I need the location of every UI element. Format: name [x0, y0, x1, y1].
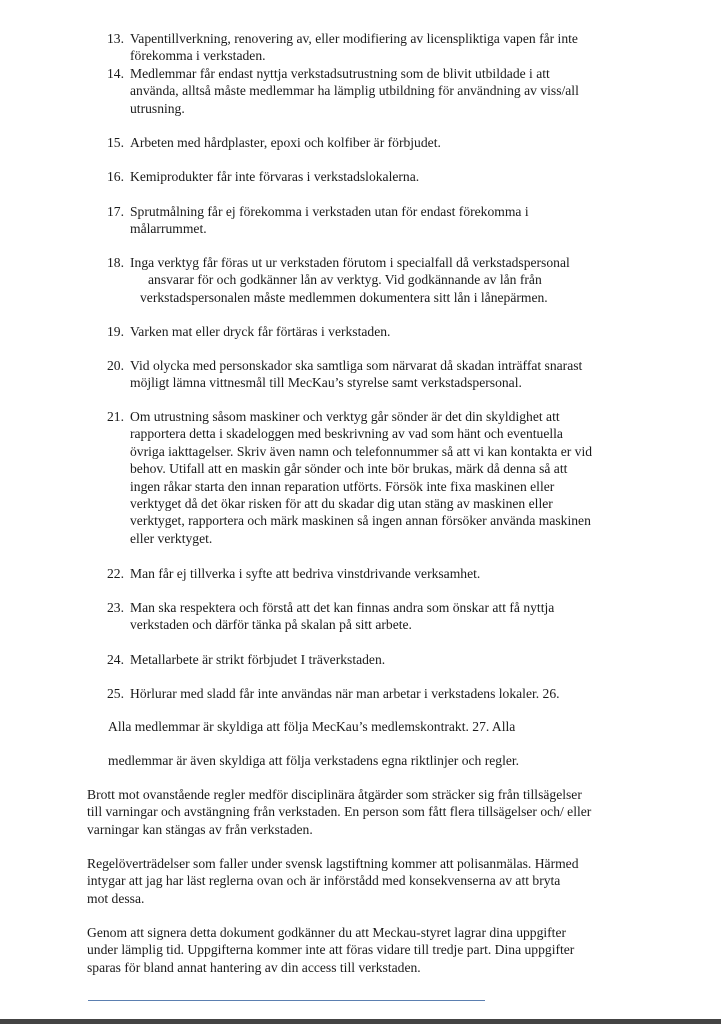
rule-line: verktyget då det ökar risken för att du skadar dig utan stäng av maskinen eller — [130, 496, 553, 512]
paragraph-line: till varningar och avstängning från verkstaden. En person som fått flera tillsägelser och/ eller — [87, 804, 592, 820]
rule-number: 14. — [107, 66, 124, 81]
rule-line: Hörlurar med sladd får inte användas när man arbetar i verkstadens lokaler. 26. — [130, 686, 560, 701]
rule-number: 25. — [107, 686, 124, 701]
rule-line: målarrummet. — [130, 221, 207, 237]
rule-number: 23. — [107, 600, 124, 615]
rule-line: övriga iakttagelser. Skriv även namn och telefonnummer så att vi kan kontakta er vid — [130, 443, 593, 459]
paragraph-line: varningar kan stängas av från verkstaden. — [87, 821, 313, 837]
plain-line: medlemmar är även skyldiga att följa verkstadens egna riktlinjer och regler. — [108, 753, 520, 768]
paragraph-consequences — [87, 786, 647, 838]
paragraph-line: Genom att signera detta dokument godkänner du att Meckau-styret lagrar dina uppgifter — [87, 925, 567, 940]
paragraph-line: mot dessa. — [87, 890, 145, 906]
rule-number: 16. — [107, 169, 124, 184]
paragraph-legal — [87, 855, 647, 907]
rule-number: 15. — [107, 135, 124, 150]
rule-number: 24. — [107, 652, 124, 667]
rule-line: Sprutmålning får ej förekomma i verkstaden utan för endast förekomma i — [130, 204, 529, 219]
rule-line: Inga verktyg får föras ut ur verkstaden förutom i specialfall då verkstadspersonal — [130, 255, 570, 270]
rule-line: Om utrustning såsom maskiner och verktyg går sönder är det din skyldighet att — [130, 409, 560, 424]
rule-number: 17. — [107, 204, 124, 219]
rule-line: förekomma i verkstaden. — [130, 48, 266, 64]
rule-line: eller verktyget. — [130, 530, 213, 546]
rule-line: Man ska respektera och förstå att det kan finnas andra som önskar att få nyttja — [130, 600, 555, 615]
signature-line[interactable] — [88, 1000, 485, 1001]
rule-line: Man får ej tillverka i syfte att bedriva vinstdrivande verksamhet. — [130, 566, 481, 581]
rule-line: utrusning. — [130, 100, 185, 116]
rule-line: verkstaden och därför tänka på skalan på sitt arbete. — [130, 617, 412, 633]
paragraph-consent — [87, 924, 647, 976]
rule-line: möjligt lämna vittnesmål till MecKau’s styrelse samt verkstadspersonal. — [130, 375, 522, 391]
paragraph-line: under lämplig tid. Uppgifterna kommer inte att föras vidare till tredje part. Dina uppgifter — [87, 942, 575, 958]
rule-line: Medlemmar får endast nyttja verkstadsutrustning som de blivit utbildade i att — [130, 66, 550, 81]
rule-number: 18. — [107, 255, 124, 270]
rule-line: Vapentillverkning, renovering av, eller modifiering av licenspliktiga vapen får inte — [130, 31, 578, 46]
rule-number: 20. — [107, 358, 124, 373]
rule-line: använda, alltså måste medlemmar ha lämplig utbildning för användning av viss/all — [130, 83, 579, 99]
rule-line: rapportera detta i skadeloggen med beskrivning av vad som hänt och eventuella — [130, 426, 563, 442]
rule-line: Metallarbete är strikt förbjudet I träverkstaden. — [130, 652, 386, 667]
rule-line: verkstadspersonalen måste medlemmen dokumentera sitt lån i lånepärmen. — [140, 289, 548, 305]
rule-number: 21. — [107, 409, 124, 424]
rule-line: ansvarar för och godkänner lån av verktyg. Vid godkännande av lån från — [148, 272, 542, 288]
rule-line: Arbeten med hårdplaster, epoxi och kolfiber är förbjudet. — [130, 135, 441, 150]
page-bottom-edge — [0, 1019, 721, 1024]
rule-number: 22. — [107, 566, 124, 581]
paragraph-line: Regelöverträdelser som faller under svensk lagstiftning kommer att polisanmälas. Härmed — [87, 856, 579, 871]
rule-line: ingen råkar starta den innan reparation utförts. Försök inte fixa maskinen eller — [130, 478, 555, 494]
rule-line: verktyget, rapportera och märk maskinen så ingen annan försöker använda maskinen — [130, 513, 591, 529]
rule-number: 19. — [107, 324, 124, 339]
rule-line: Vid olycka med personskador ska samtliga som närvarat då skadan inträffat snarast — [130, 358, 583, 373]
paragraph-line: Brott mot ovanstående regler medför disciplinära åtgärder som sträcker sig från tillsägelser — [87, 787, 582, 802]
rule-line: Varken mat eller dryck får förtäras i verkstaden. — [130, 324, 391, 339]
paragraph-line: sparas för bland annat hantering av din access till verkstaden. — [87, 959, 421, 975]
paragraph-line: intygar att jag har läst reglerna ovan och är införstådd med konsekvenserna av att bryta — [87, 873, 561, 889]
plain-line: Alla medlemmar är skyldiga att följa MecKau’s medlemskontrakt. 27. Alla — [108, 719, 516, 734]
rule-line: behov. Utifall att en maskin går sönder och inte bör brukas, märk då denna så att — [130, 461, 568, 477]
rule-number: 13. — [107, 31, 124, 46]
rule-line: Kemiprodukter får inte förvaras i verkstadslokalerna. — [130, 169, 420, 184]
